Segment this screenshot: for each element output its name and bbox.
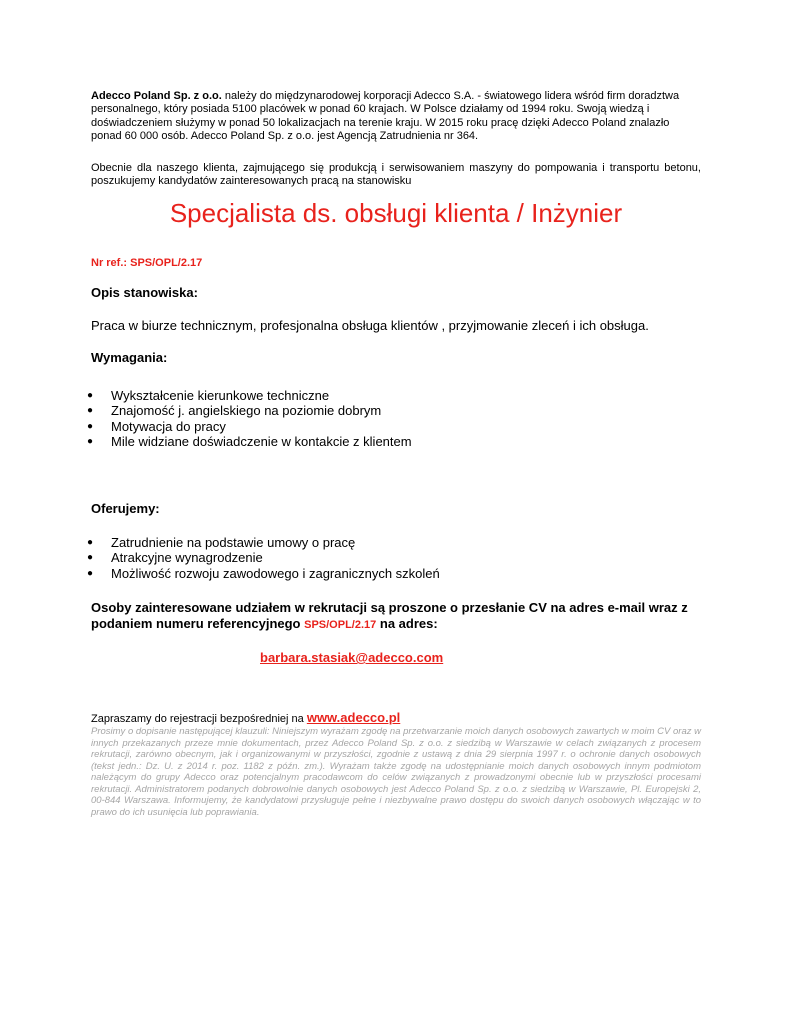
bullet-icon: ● [87,405,94,417]
company-intro [91,90,701,144]
company-intro-text: należy do międzynarodowej korporacji Adecco S.A. - światowego lidera wśród firm doradztwa personalnego, który posiada 5100 placówek w ponad 60 krajach. W Polsce działamy od 1994 roku. Swoją wiedzą i doświadczeniem służymy w ponad 50 lokalizacjach na terenie kraju. W 2015 roku pracę dzięki Adecco Poland znalazło ponad 60 000 osób. Adecco Poland Sp. z o.o. jest Agencją Zatrudnienia nr 364. [91,90,680,143]
list-item-text: Znajomość j. angielskiego na poziomie dobrym [111,403,382,419]
application-instructions [91,600,701,633]
job-title: Specjalista ds. obsługi klienta / Inżynier [169,198,623,228]
list-item [87,535,440,550]
requirements-heading: Wymagania: [91,350,168,365]
list-item [87,550,440,566]
registration-text: Zapraszamy do rejestracji bezpośredniej na [91,713,307,725]
gdpr-clause: Prosimy o dopisanie następującej klauzuli: Niniejszym wyrażam zgodę na przetwarzanie moich danych osobowych zawartych w moim CV oraz w innych przekazanych przeze mnie dokumentach, przez Adecco Poland Sp. z o.o. z siedzibą w Warszawie w celach związanych z procesem rekrutacji, zarówno obecnym, jak i organizowanymi w przyszłości, zgodnie z ustawą z dnia 29 sierpnia 1997 r. o ochronie danych osobowych (tekst jedn.: Dz. U. z 2014 r. poz. 1182 z późn. zm.). Wyrażam także zgodę na udostępnianie moich danych osobowych innym podmiotom należącym do grupy Adecco oraz potencjalnym pracodawcom do celów związanych z prowadzonymi obecnie lub w przyszłości procesami rekrutacji. Administratorem podanych dobrowolnie danych osobowych jest Adecco Poland Sp. z o.o. z siedzibą w Warszawie, Pl. Europejski 2, 00-844 Warszawa. Informujemy, że kandydatowi przysługuje pełne i niezbywalne prawo dostępu do swoich danych osobowych włączając w to prawo do ich usunięcia lub poprawiania. [91,726,701,818]
list-item-text: Mile widziane doświadczenie w kontakcie z klientem [111,433,412,449]
client-description: Obecnie dla naszego klienta, zajmującego się produkcją i serwisowaniem maszyny do pompowania i transportu betonu, poszukujemy kandydatów zainteresowanych pracą na stanowisku [91,162,701,188]
description-heading: Opis stanowiska: [91,285,198,300]
application-reference: SPS/OPL/2.17 [304,618,377,631]
list-item [87,565,440,581]
bullet-icon: ● [87,537,94,548]
contact-email-link[interactable]: barbara.stasiak@adecco.com [260,650,444,665]
reference-number: Nr ref.: SPS/OPL/2.17 [91,257,203,269]
requirements-list [87,388,412,449]
list-item-text: Możliwość rozwoju zawodowego i zagranicznych szkoleń [111,565,440,581]
company-name: Adecco Poland Sp. z o.o. [91,90,222,102]
list-item [87,433,412,449]
bullet-icon: ● [87,390,94,401]
offer-heading: Oferujemy: [91,501,160,516]
registration-line [91,710,400,725]
bullet-icon: ● [87,420,94,432]
application-text: Osoby zainteresowane udziałem w rekrutacji są proszone o przesłanie CV na adres e-mail wraz z podaniem numeru referencyjnego [91,600,688,631]
website-link[interactable]: www.adecco.pl [306,710,401,725]
bullet-icon: ● [87,567,94,579]
application-text-end: na adres: [376,615,438,631]
list-item-text: Atrakcyjne wynagrodzenie [111,550,263,566]
bullet-icon: ● [87,552,94,564]
offer-list [87,535,440,581]
list-item-text: Wykształcenie kierunkowe techniczne [111,388,330,403]
description-text: Praca w biurze technicznym, profesjonalna obsługa klientów , przyjmowanie zleceń i ich obsługa. [91,318,649,333]
list-item [87,418,412,434]
bullet-icon: ● [87,435,94,447]
list-item [87,403,412,419]
list-item-text: Zatrudnienie na podstawie umowy o pracę [111,535,356,550]
list-item-text: Motywacja do pracy [111,418,226,434]
list-item [87,388,412,403]
